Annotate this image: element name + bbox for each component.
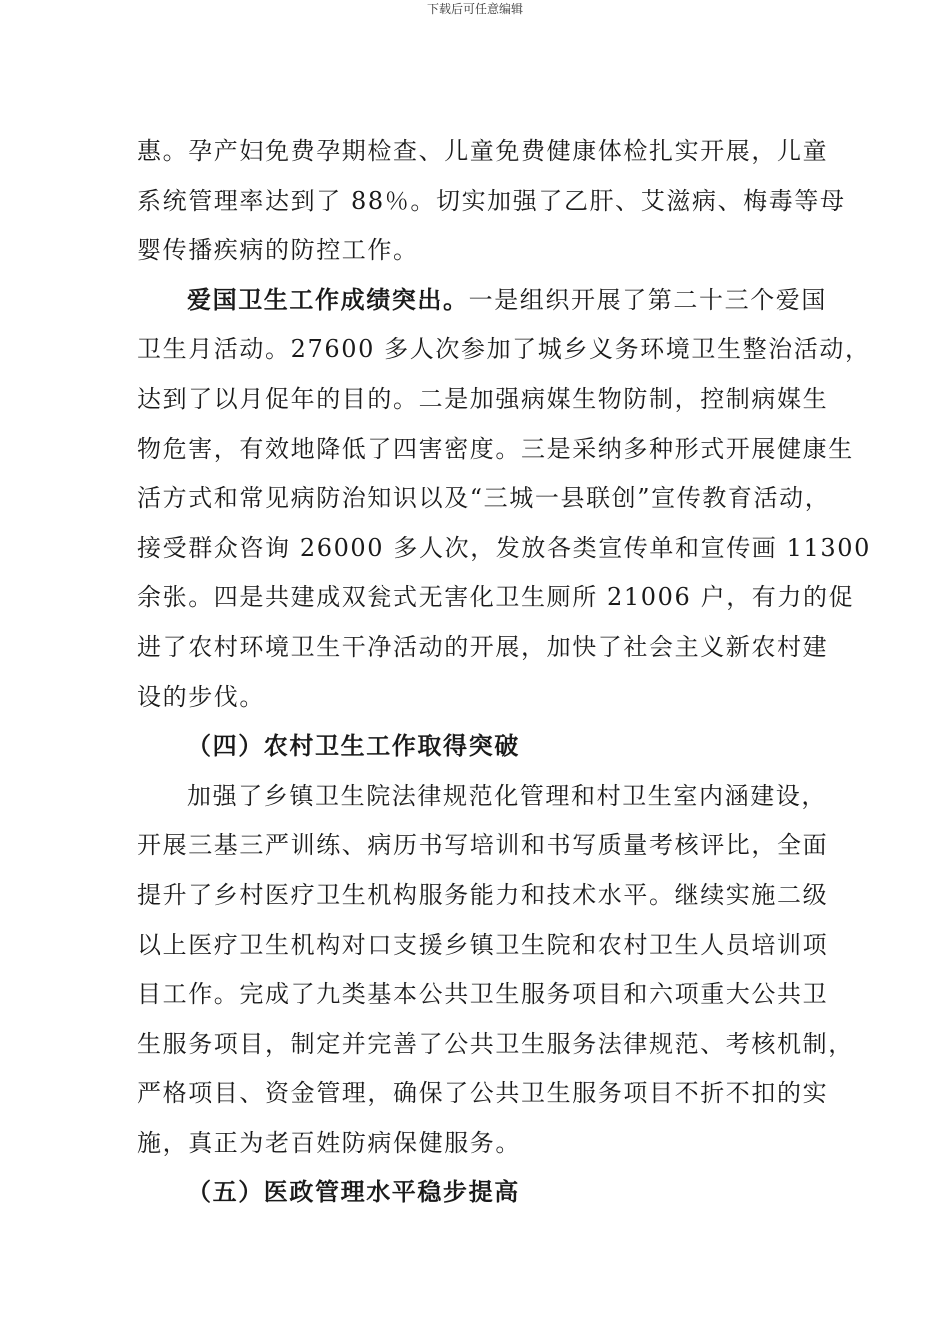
text-line: 达到了以月促年的目的。二是加强病媒生物防制，控制病媒生 (137, 384, 829, 413)
text-line: 施，真正为老百姓防病保健服务。 (137, 1128, 521, 1157)
text-line: 加强了乡镇卫生院法律规范化管理和村卫生室内涵建设， (187, 781, 827, 810)
section-heading-rural-health: （四）农村卫生工作取得突破 (187, 732, 520, 761)
text-line: 接受群众咨询 26000 多人次，发放各类宣传单和宣传画 11300 (137, 533, 871, 562)
text-segment: 一是组织开展了第二十三个爱国 (468, 285, 828, 314)
text-line: 惠。孕产妇免费孕期检查、儿童免费健康体检扎实开展，儿童 (137, 137, 829, 165)
page-header: 下载后可任意编辑 (426, 2, 523, 16)
text-line: 活方式和常见病防治知识以及“三城一县联创”宣传教育活动， (137, 484, 831, 513)
text-line: 目工作。完成了九类基本公共卫生服务项目和六项重大公共卫 (137, 980, 829, 1009)
text-line: 系统管理率达到了 88％。切实加强了乙肝、艾滋病、梅毒等母 (137, 186, 846, 215)
text-line: 物危害，有效地降低了四害密度。三是采纳多种形式开展健康生 (137, 434, 854, 463)
paragraph-rural-health (137, 772, 852, 1169)
text-line (137, 276, 852, 326)
text-line: 以上医疗卫生机构对口支援乡镇卫生院和农村卫生人员培训项 (137, 930, 829, 959)
text-line: 严格项目、资金管理，确保了公共卫生服务项目不折不扣的实 (137, 1079, 829, 1108)
text-line: 开展三基三严训练、病历书写培训和书写质量考核评比，全面 (137, 831, 829, 860)
paragraph-lead-heading: 爱国卫生工作成绩突出。 (187, 285, 469, 314)
paragraph-patriotic-health (137, 276, 871, 722)
section-heading-medical-administration: （五）医政管理水平稳步提高 (187, 1178, 520, 1207)
paragraph-maternal-child-health (137, 127, 852, 276)
text-line: 余张。四是共建成双瓮式无害化卫生厕所 21006 户，有力的促 (137, 583, 855, 612)
text-line: 婴传播疾病的防控工作。 (137, 236, 419, 265)
text-line: 卫生月活动。27600 多人次参加了城乡义务环境卫生整治活动， (137, 335, 871, 364)
text-line: 提升了乡村医疗卫生机构服务能力和技术水平。继续实施二级 (137, 880, 829, 909)
text-line: 进了农村环境卫生干净活动的开展，加快了社会主义新农村建 (137, 632, 829, 661)
document-body (137, 127, 871, 1218)
text-line: 设的步伐。 (137, 682, 265, 711)
text-line: 生服务项目，制定并完善了公共卫生服务法律规范、考核机制， (137, 1029, 854, 1058)
